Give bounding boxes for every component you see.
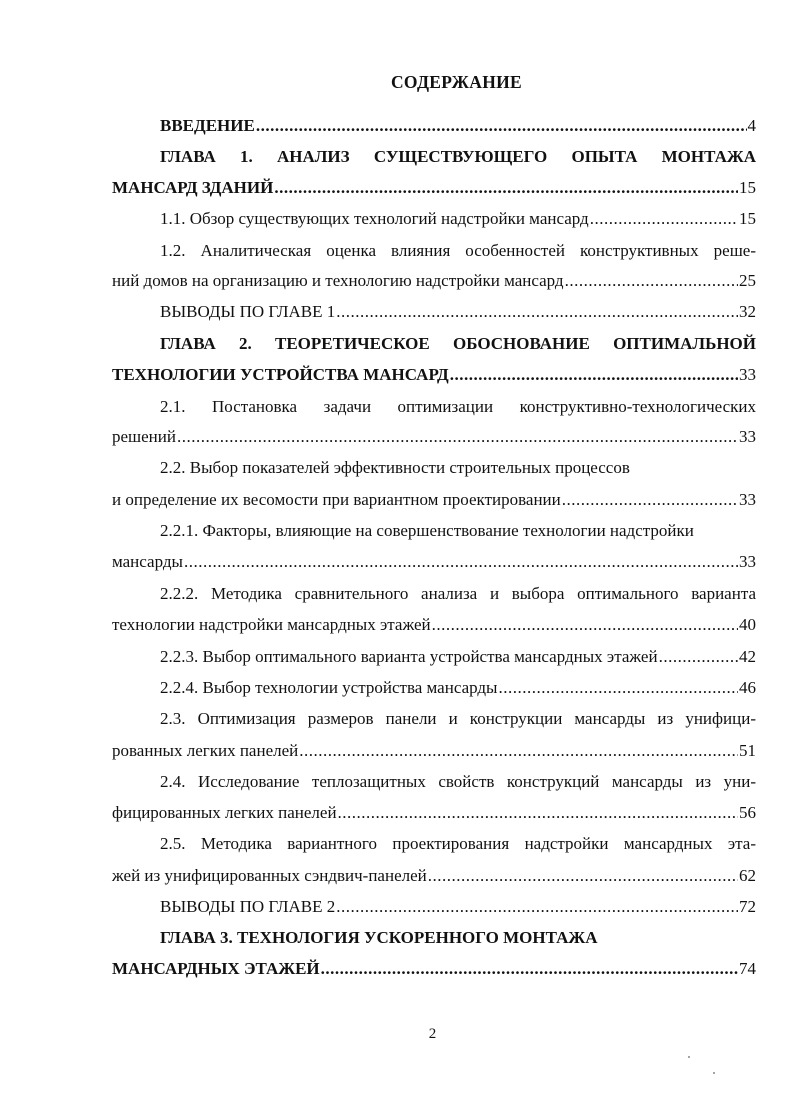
toc-entry-2-4-line1[interactable]: 2.4. Исследование теплозащитных свойств конструкций мансарды из уни- bbox=[160, 772, 756, 791]
toc-entry-text: ВЫВОДЫ ПО ГЛАВЕ 1 bbox=[160, 302, 336, 321]
toc-page-number: 74 bbox=[739, 959, 756, 978]
dot-leader bbox=[321, 958, 738, 980]
dot-leader bbox=[562, 489, 738, 511]
dot-leader bbox=[338, 802, 738, 824]
dot-leader bbox=[299, 740, 738, 762]
toc-entry-1-1[interactable] bbox=[160, 208, 756, 230]
toc-page-number: 72 bbox=[739, 897, 756, 916]
scan-speck bbox=[713, 1072, 715, 1074]
toc-entry-chapter-3-line1[interactable]: ГЛАВА 3. ТЕХНОЛОГИЯ УСКОРЕННОГО МОНТАЖА bbox=[160, 928, 598, 947]
toc-page-number: 62 bbox=[739, 866, 756, 885]
toc-entry-introduction[interactable] bbox=[160, 115, 756, 137]
dot-leader bbox=[274, 177, 738, 199]
toc-entry-2-3-line2[interactable] bbox=[112, 740, 756, 762]
toc-page-number: 51 bbox=[739, 741, 756, 760]
page-title: СОДЕРЖАНИЕ bbox=[390, 72, 522, 92]
toc-entry-2-2-2-line2[interactable] bbox=[112, 614, 756, 636]
toc-page-number: 4 bbox=[747, 116, 756, 135]
dot-leader bbox=[336, 896, 738, 918]
toc-entry-text: 2.2.3. Выбор оптимального варианта устройства мансардных этажей bbox=[160, 647, 658, 666]
toc-entry-conclusions-1[interactable] bbox=[160, 301, 756, 323]
toc-entry-2-5-line2[interactable] bbox=[112, 865, 756, 887]
toc-page-number: 15 bbox=[739, 209, 756, 228]
toc-entry-2-2-2-line1[interactable]: 2.2.2. Методика сравнительного анализа и выбора оптимального варианта bbox=[160, 584, 756, 603]
toc-entry-text: 2.2.4. Выбор технологии устройства мансарды bbox=[160, 678, 498, 697]
toc-entry-2-2-1-line2[interactable] bbox=[112, 551, 756, 573]
toc-page-number: 33 bbox=[739, 427, 756, 446]
toc-entry-2-3-line1[interactable]: 2.3. Оптимизация размеров панели и конструкции мансарды из унифици- bbox=[160, 709, 756, 728]
toc-page-number: 33 bbox=[739, 365, 756, 384]
toc-entry-text: МАНСАРД ЗДАНИЙ bbox=[112, 178, 274, 197]
toc-entry-text: ний домов на организацию и технологию надстройки мансард bbox=[112, 271, 564, 290]
toc-page-number: 15 bbox=[739, 178, 756, 197]
dot-leader bbox=[256, 115, 747, 137]
toc-entry-chapter-2-line2[interactable] bbox=[112, 364, 756, 386]
toc-entry-2-2-line1[interactable]: 2.2. Выбор показателей эффективности строительных процессов bbox=[160, 458, 630, 477]
toc-entry-2-2-line2[interactable] bbox=[112, 489, 756, 511]
page-number: 2 bbox=[428, 1026, 437, 1042]
toc-page-number: 46 bbox=[739, 678, 756, 697]
dot-leader bbox=[450, 364, 738, 386]
toc-entry-chapter-2-line1[interactable]: ГЛАВА 2. ТЕОРЕТИЧЕСКОЕ ОБОСНОВАНИЕ ОПТИМАЛЬНОЙ bbox=[160, 334, 756, 353]
toc-entry-text: мансарды bbox=[112, 552, 183, 571]
toc-page-number: 33 bbox=[739, 552, 756, 571]
toc-page-number: 33 bbox=[739, 490, 756, 509]
toc-entry-text: ТЕХНОЛОГИИ УСТРОЙСТВА МАНСАРД bbox=[112, 365, 449, 384]
dot-leader bbox=[184, 551, 738, 573]
toc-page-number: 40 bbox=[739, 615, 756, 634]
toc-entry-text: технологии надстройки мансардных этажей bbox=[112, 615, 431, 634]
toc-entry-text: фицированных легких панелей bbox=[112, 803, 337, 822]
toc-entry-text: и определение их весомости при вариантном проектировании bbox=[112, 490, 561, 509]
dot-leader bbox=[590, 208, 738, 230]
toc-entry-2-2-3[interactable] bbox=[160, 646, 756, 668]
toc-entry-text: жей из унифицированных сэндвич-панелей bbox=[112, 866, 427, 885]
toc-entry-text: рованных легких панелей bbox=[112, 741, 299, 760]
toc-page-number: 42 bbox=[739, 647, 756, 666]
toc-entry-text: 1.1. Обзор существующих технологий надстройки мансард bbox=[160, 209, 589, 228]
toc-entry-2-1-line2[interactable] bbox=[112, 426, 756, 448]
toc-entry-chapter-3-line2[interactable] bbox=[112, 958, 756, 980]
dot-leader bbox=[565, 270, 738, 292]
toc-page-number: 56 bbox=[739, 803, 756, 822]
toc-entry-2-1-line1[interactable]: 2.1. Постановка задачи оптимизации конструктивно-технологических bbox=[160, 397, 756, 416]
toc-entry-chapter-1-line2[interactable] bbox=[112, 177, 756, 199]
scan-speck bbox=[688, 1056, 690, 1058]
toc-entry-text: МАНСАРДНЫХ ЭТАЖЕЙ bbox=[112, 959, 320, 978]
toc-page-number: 32 bbox=[739, 302, 756, 321]
toc-entry-1-2-line1[interactable]: 1.2. Аналитическая оценка влияния особенностей конструктивных реше- bbox=[160, 241, 756, 260]
toc-entry-chapter-1-line1[interactable]: ГЛАВА 1. АНАЛИЗ СУЩЕСТВУЮЩЕГО ОПЫТА МОНТАЖА bbox=[160, 147, 756, 166]
dot-leader bbox=[336, 301, 738, 323]
toc-entry-2-5-line1[interactable]: 2.5. Методика вариантного проектирования надстройки мансардных эта- bbox=[160, 834, 756, 853]
toc-entry-text: ВВЕДЕНИЕ bbox=[160, 116, 255, 135]
dot-leader bbox=[659, 646, 738, 668]
toc-entry-text: ВЫВОДЫ ПО ГЛАВЕ 2 bbox=[160, 897, 336, 916]
toc-entry-2-2-4[interactable] bbox=[160, 677, 756, 699]
toc-entry-2-4-line2[interactable] bbox=[112, 802, 756, 824]
toc-entry-text: решений bbox=[112, 427, 176, 446]
toc-entry-1-2-line2[interactable] bbox=[112, 270, 756, 292]
dot-leader bbox=[177, 426, 738, 448]
dot-leader bbox=[428, 865, 738, 887]
dot-leader bbox=[432, 614, 738, 636]
toc-page-number: 25 bbox=[739, 271, 756, 290]
toc-entry-conclusions-2[interactable] bbox=[160, 896, 756, 918]
dot-leader bbox=[498, 677, 738, 699]
toc-entry-2-2-1-line1[interactable]: 2.2.1. Факторы, влияющие на совершенствование технологии надстройки bbox=[160, 521, 694, 540]
